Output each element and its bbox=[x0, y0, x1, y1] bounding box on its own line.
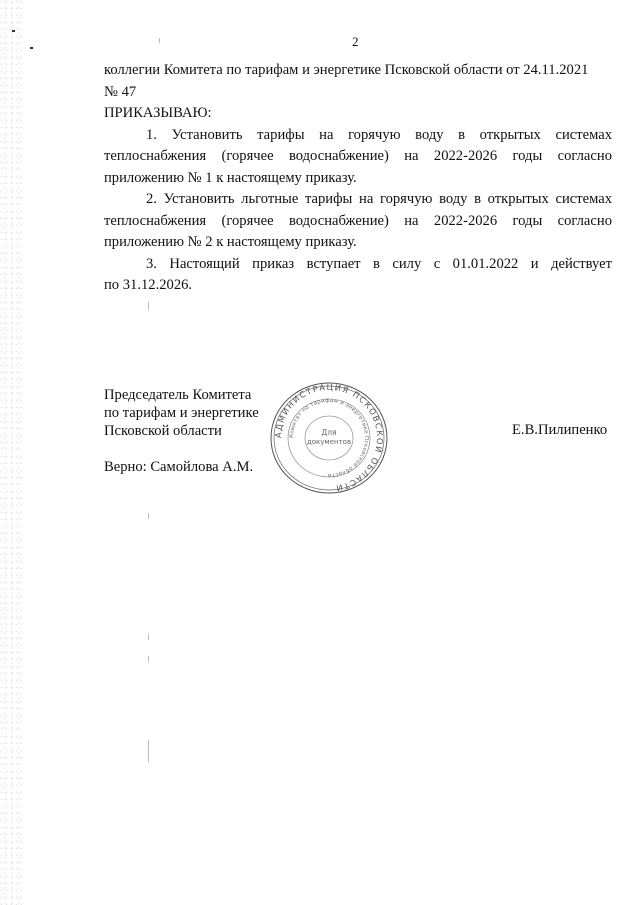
signer-title-line: по тарифам и энергетике bbox=[104, 405, 259, 421]
seal-inner-text: Комитет по тарифам и энергетике Псковской области bbox=[288, 397, 370, 479]
scan-mark bbox=[148, 656, 149, 662]
item-3: 3. Настоящий приказ вступает в силу с 01.01.2022 и действует bbox=[146, 255, 612, 272]
item-1-end: приложению № 1 к настоящему приказу. bbox=[104, 169, 357, 186]
scan-mark bbox=[148, 513, 149, 519]
item-1: 1. Установить тарифы на горячую воду в открытых системах теплоснабжения (горячее водоснабжение) на 2022-2026 годы согласно bbox=[104, 126, 612, 164]
scan-mark bbox=[148, 634, 149, 640]
signer-name: Е.В.Пилипенко bbox=[512, 422, 608, 438]
order-heading: ПРИКАЗЫВАЮ: bbox=[104, 105, 212, 121]
scan-edge-noise bbox=[0, 0, 22, 905]
item-2: 2. Установить льготные тарифы на горячую воду в открытых системах теплоснабжения (горячее водоснабжение) на 2022-2026 годы согласно bbox=[104, 191, 612, 229]
scan-mark bbox=[148, 740, 149, 762]
item-2-end: приложению № 2 к настоящему приказу. bbox=[104, 234, 357, 250]
official-seal bbox=[268, 380, 390, 496]
scan-mark bbox=[30, 47, 33, 49]
seal-center-line: Для bbox=[321, 428, 337, 437]
page-number: 2 bbox=[352, 34, 359, 49]
signer-title bbox=[104, 386, 259, 440]
item-3-end: по 31.12.2026. bbox=[104, 277, 193, 293]
seal-center-line: документов bbox=[306, 438, 352, 446]
intro-line: коллегии Комитета по тарифам и энергетике Псковской области от 24.11.2021 bbox=[104, 62, 589, 78]
scan-mark bbox=[159, 38, 160, 43]
signer-title-line: Псковской области bbox=[104, 423, 222, 439]
order-text bbox=[104, 60, 612, 297]
signer-title-line: Председатель Комитета bbox=[104, 387, 252, 403]
seal-outer-text: АДМИНИСТРАЦИЯ ПСКОВСКОЙ ОБЛАСТИ bbox=[272, 381, 386, 494]
scan-mark bbox=[12, 30, 15, 32]
intro-number: № 47 bbox=[104, 83, 137, 100]
certified-copy-note: Верно: Самойлова А.М. bbox=[104, 459, 254, 475]
scan-mark bbox=[148, 302, 149, 310]
